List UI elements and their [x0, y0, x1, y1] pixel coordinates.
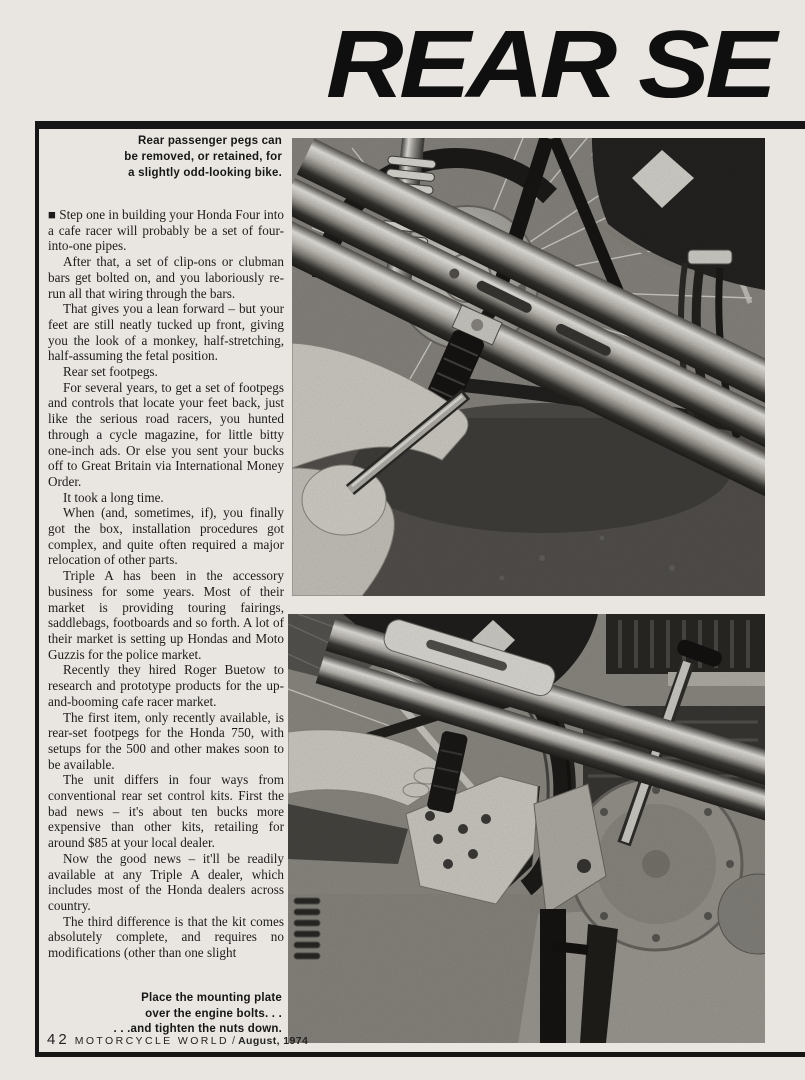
article-paragraph: The first item, only recently available, is rear-set footpegs for the Honda 750, with setups for the 500 and other makes soon to be available.: [48, 709, 284, 772]
issue-date: August, 1974: [238, 1035, 309, 1047]
article-paragraph: The third difference is that the kit comes absolutely complete, and requires no modifications (other than one slight: [48, 913, 284, 961]
page-number: 42: [47, 1031, 70, 1048]
photo-caption-bottom: Place the mounting plate over the engine bolts. . . . . .and tighten the nuts down.: [113, 992, 282, 1035]
page-footer: [47, 1031, 308, 1049]
article-paragraph: That gives you a lean forward – but your feet are still neatly tucked up front, giving you the look of a monkey, half-stretching, half-assuming the fetal position.: [48, 301, 284, 364]
photo-rear-peg-removal: [292, 138, 765, 596]
footer-separator: /: [232, 1035, 236, 1047]
photo-caption-top: Rear passenger pegs can be removed, or retained, for a slightly odd-looking bike.: [124, 135, 282, 179]
page-title: REAR SE: [326, 11, 773, 118]
article-paragraph: Rear set footpegs.: [63, 364, 158, 380]
article-paragraph: After that, a set of clip-ons or clubman bars get bolted on, and you laboriously re-run all that wiring through the bars.: [48, 254, 284, 301]
magazine-name: MOTORCYCLE WORLD: [74, 1035, 229, 1047]
article-body: [48, 207, 284, 961]
photo-mounting-plate: [288, 614, 765, 1043]
article-paragraph: Triple A has been in the accessory business for some years. Most of their market is providing touring fairings, saddlebags, footboards and so forth. A lot of their market is setting up Hondas and Moto Guzzis for the police market.: [48, 568, 284, 662]
article-paragraph: When (and, sometimes, if), you finally got the box, installation procedures got complex, and quite often required a major relocation of other parts.: [48, 505, 284, 568]
article-paragraph: It took a long time.: [63, 489, 164, 505]
article-paragraph: Recently they hired Roger Buetow to research and prototype products for the up-and-booming cafe racer market.: [48, 662, 284, 709]
article-paragraph: ■ Step one in building your Honda Four into a cafe racer will probably be a set of four-into-one pipes.: [48, 207, 284, 254]
article-paragraph: The unit differs in four ways from conventional rear set control kits. First the bad news – it's about ten bucks more expensive than other kits, retailing for around $85 at your local dealer.: [48, 772, 284, 851]
top-rule: [35, 121, 805, 129]
bottom-rule: [35, 1052, 805, 1057]
left-rule: [35, 121, 39, 1057]
article-paragraph: For several years, to get a set of footpegs and controls that locate your feet back, just like the serious road racers, you hunted through a cycle magazine, for little bitty one-inch ads. Or else you sent your bucks off to Great Britain via International Money Order.: [48, 379, 284, 489]
article-paragraph: Now the good news – it'll be readily available at any Triple A dealer, which includes most of the Honda dealers across country.: [48, 850, 284, 913]
